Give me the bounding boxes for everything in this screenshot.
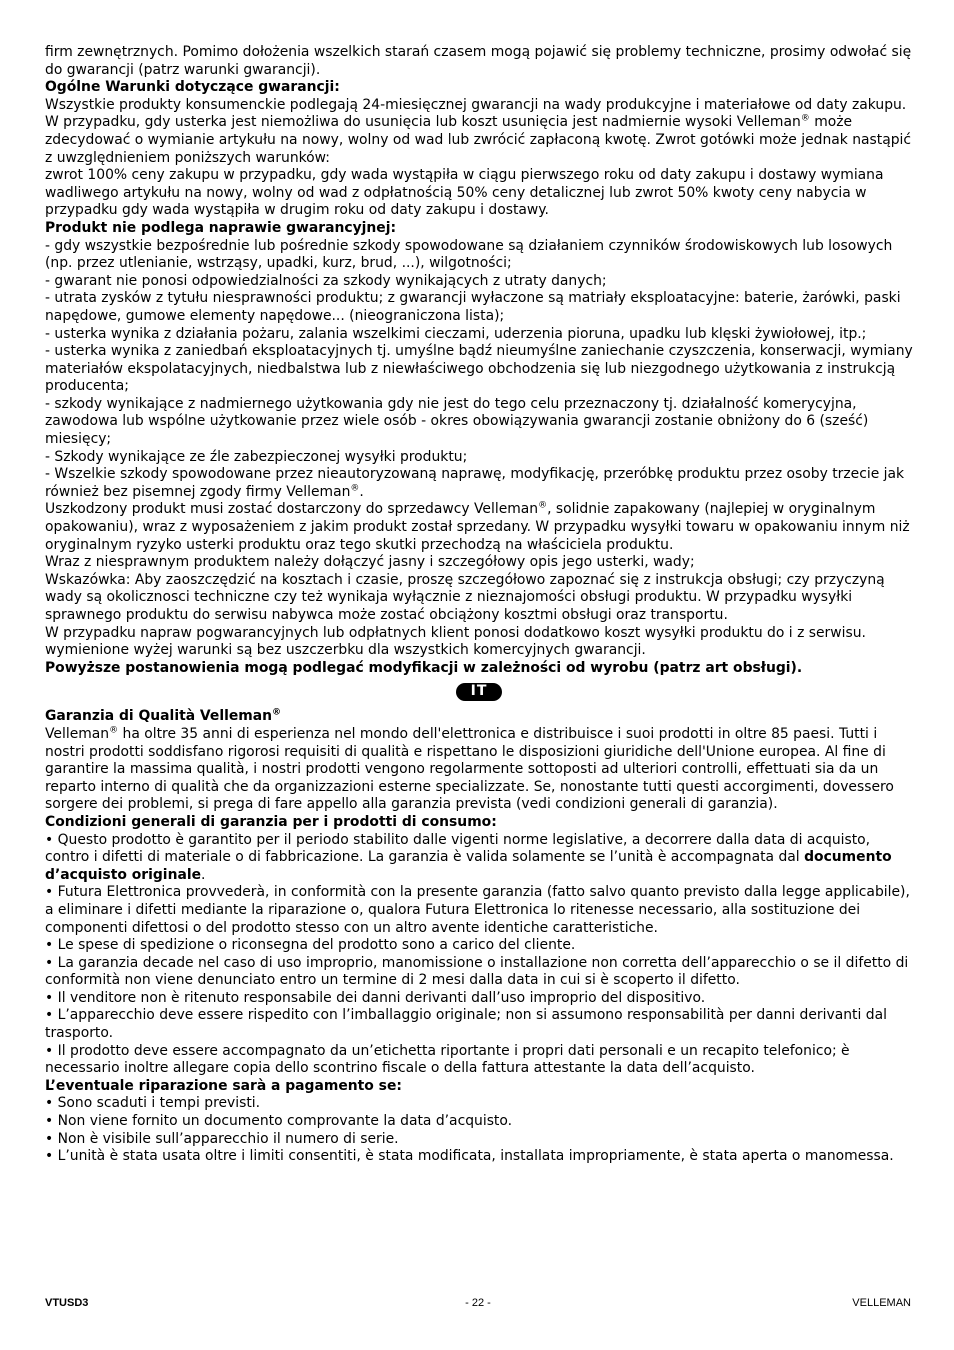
pl-exclusion-item: - utrata zysków z tytułu niesprawności produktu; z gwarancji wyłaczone są matriały eksploatacyjne: baterie, żarówki, paski napędowe, gumowe elementy napędowe... (nieograniczona lista);	[45, 290, 901, 324]
pl-paragraph: zwrot 100% ceny zakupu w przypadku, gdy wada wystąpiła w ciągu pierwszego roku od daty zakupu i dostawy wymiana wadliwego artykułu na nowy, wolny od wad z odpłatnością 50% ceny detalicznej lub zwrot 50% kwoty ceny nabycia w przypadku gdy wada wystąpiła w drugim roku od daty zakupu i dostawy.	[45, 167, 884, 219]
pl-closing-note: Powyższe postanowienia mogą podlegać modyfikacji w zależności od wyrobu (patrz art obsługi).	[45, 659, 803, 676]
it-condition-item: • Questo prodotto è garantito per il periodo stabilito dalle vigenti norme legislative, a decorrere dalla data di acquisto, contro i difetti di materiale o di fabbricazione. La garanzia è valida solamente se l’unità è accompagnata dal documento d’acquisto originale.	[45, 831, 892, 883]
footer-brand: VELLEMAN	[852, 1297, 911, 1309]
pl-paragraph: W przypadku napraw pogwarancyjnych lub odpłatnych klient ponosi dodatkowo koszt wysyłki produktu do i z serwisu. wymienione wyżej warunki są bez uszczerbku dla wszystkich komercyjnych gwarancji.	[45, 624, 866, 659]
pl-exclusion-item: - Wszelkie szkody spowodowane przez nieautoryzowaną naprawę, modyfikację, przeróbkę produktu przez osoby trzecie jak również bez pisemnej zgody firmy Velleman®.	[45, 466, 905, 500]
footer-page-number: - 22 -	[465, 1297, 491, 1309]
it-paid-repair-item: • Non è visibile sull’apparecchio il numero di serie.	[45, 1130, 399, 1147]
it-conditions-heading: Condizioni generali di garanzia per i prodotti di consumo:	[45, 813, 497, 830]
pl-exclusion-item: - gdy wszystkie bezpośrednie lub pośrednie szkody spowodowane są działaniem czynników środowiskowych lub losowych (np. przez utlenianie, wstrząsy, upadki, kurz, brud, ...), wilgotności;	[45, 237, 893, 272]
document-body	[45, 44, 913, 1166]
it-paid-repair-item: • L’unità è stata usata oltre i limiti consentiti, è stata modificata, installata impropriamente, è stata aperta o manomessa.	[45, 1148, 894, 1165]
it-paid-repair-item: • Non viene fornito un documento comprovante la data d’acquisto.	[45, 1113, 513, 1130]
language-badge-row	[45, 677, 913, 708]
pl-paragraph: Wskazówka: Aby zaoszczędzić na kosztach i czasie, proszę szczegółowo zapoznać się z instrukcja obsługi; czy przyczyną wady są okolicznosci techniczne czy też wynikaja wyłącznie z nieznajomości obsługi produktu. W przypadku wysyłki sprawnego produktu do serwisu nabywca może zostać obciążony kosztmi obsługi oraz transportu.	[45, 571, 885, 623]
pl-exclusion-item: - gwarant nie ponosi odpowiedzialności za szkody wynikających z utraty danych;	[45, 272, 607, 289]
pl-exclusion-item: - Szkody wynikające ze źle zabezpieczonej wysyłki produktu;	[45, 448, 468, 465]
pl-exclusions-heading: Produkt nie podlega naprawie gwarancyjnej:	[45, 219, 397, 236]
it-condition-item: • Le spese di spedizione o riconsegna del prodotto sono a carico del cliente.	[45, 937, 576, 954]
it-condition-item: • La garanzia decade nel caso di uso improprio, manomissione o installazione non corretta dell’apparecchio o se il difetto di conformità non viene denunciato entro un termine di 2 mesi dalla data in cui si è scoperto il difetto.	[45, 954, 909, 989]
pl-paragraph: Uszkodzony produkt musi zostać dostarczony do sprzedawcy Velleman®, solidnie zapakowany (najlepiej w oryginalnym opakowaniu), wraz z wyposażeniem z jakim produkt został sprzedany. W przypadku wysyłki towaru w opakowaniu innym niż oryginalnym ryzyko usterki produktu oraz tego skutki przechodzą na właściciela produktu.	[45, 500, 910, 553]
pl-exclusion-item: - usterka wynika z działania pożaru, zalania wszelkimi cieczami, uderzenia pioruna, upadku lub klęski żywiołowej, itp.;	[45, 325, 867, 342]
it-paid-repair-item: • Sono scaduti i tempi previsti.	[45, 1095, 261, 1112]
it-condition-item: • L’apparecchio deve essere rispedito con l’imballaggio originale; non si assumono responsabilità per danni derivanti dal trasporto.	[45, 1007, 887, 1042]
page-footer	[45, 1297, 911, 1311]
pl-paragraph: Wraz z niesprawnym produktem należy dołączyć jasny i szczegółowy opis jego usterki, wady;	[45, 554, 695, 571]
it-paid-repair-heading: L’eventuale riparazione sarà a pagamento se:	[45, 1077, 402, 1094]
footer-model: VTUSD3	[45, 1297, 89, 1309]
pl-paragraph: W przypadku, gdy usterka jest niemożliwa do usunięcia lub koszt usunięcia jest nadmiernie wysoki Velleman® może zdecydować o wymianie artykułu na nowy, wolny od wad lub zwrócić zapłaconą kwotę. Zwrot gotówki może jednak nastąpić z uwzględnieniem poniższych warunków:	[45, 113, 912, 166]
it-condition-item: • Il prodotto deve essere accompagnato da un’etichetta riportante i propri dati personali e un recapito telefonico; è necessario inoltre allegare copia dello scontrino fiscale o della fattura attestante la data dell’acquisto.	[45, 1042, 850, 1077]
language-badge-it: IT	[456, 683, 502, 701]
it-condition-item: • Il venditore non è ritenuto responsabile dei danni derivanti dall’uso improprio del dispositivo.	[45, 989, 706, 1006]
it-intro: Velleman® ha oltre 35 anni di esperienza nel mondo dell'elettronica e distribuisce i suoi prodotti in oltre 85 paesi. Tutti i nostri prodotti soddisfano rigorosi requisiti di qualità e rispettano le disposizioni giuridiche dell'Unione europea. Al fine di garantire la massima qualità, i nostri prodotti vengono regolarmente sottoposti ad ulteriori controlli, effettuati sia da un reparto interno di qualità che da organizzazioni esterne specializzate. Se, nonostante tutti questi accorgimenti, dovessero sorgere dei problemi, si prega di fare appello alla garanzia prevista (vedi condizioni generali di garanzia).	[45, 725, 894, 813]
it-condition-item: • Futura Elettronica provvederà, in conformità con la presente garanzia (fatto salvo quanto previsto dalla legge applicabile), a eliminare i difetti mediante la riparazione o, qualora Futura Elettronica lo ritenesse necessario, alla sostituzione dei componenti difettosi o del prodotto stesso con un altro avente identiche caratteristiche.	[45, 884, 910, 936]
pl-warranty-conditions-heading: Ogólne Warunki dotyczące gwarancji:	[45, 79, 340, 96]
pl-exclusion-item: - usterka wynika z zaniedbań eksploatacyjnych tj. umyślne bądź nieumyślne zaniechanie czyszczenia, konserwacji, wymiany materiałów ekspolatacyjnych, niedbalstwa lub z niewłaściwego obchodzenia się lub niezgodnego użytkowania z instrukcją producenta;	[45, 343, 913, 395]
pl-intro: firm zewnętrznych. Pomimo dołożenia wszelkich starań czasem mogą pojawić się problemy techniczne, prosimy odwołać się do gwarancji (patrz warunki gwarancji).	[45, 44, 912, 78]
pl-paragraph: Wszystkie produkty konsumenckie podlegają 24-miesięcznej gwarancji na wady produkcyjne i materiałowe od daty zakupu.	[45, 96, 907, 113]
it-title: Garanzia di Qualità Velleman®	[45, 707, 282, 725]
pl-exclusion-item: - szkody wynikające z nadmiernego użytkowania gdy nie jest do tego celu przeznaczony tj. działalność komerycyjna, zawodowa lub wspólne użytkowanie przez wiele osób - okres obowiązywania gwarancji zostanie obniżony do 6 (sześć) miesięcy;	[45, 395, 869, 448]
